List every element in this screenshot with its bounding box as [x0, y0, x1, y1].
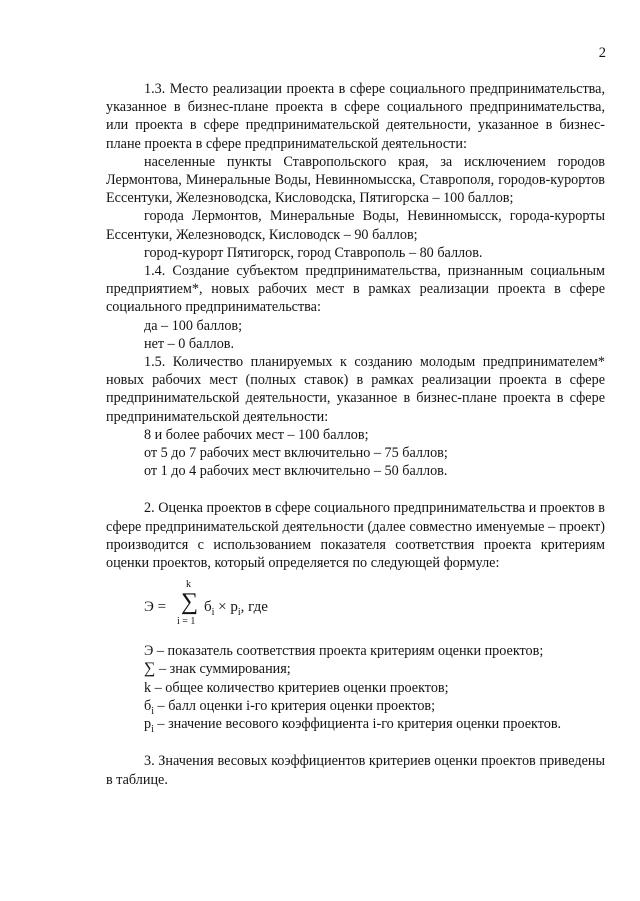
- formula-upper-limit: k: [186, 579, 191, 591]
- spacer: [106, 733, 605, 752]
- formula-rhs: [204, 598, 268, 619]
- formula-b: б: [204, 599, 212, 616]
- section-2-text: 2. Оценка проектов в сфере социального предпринимательства и проектов в сфере предпринимательской деятельности (далее совместно именуемые – проект) производится с использованием показателя соответствия проекта критериям оценки проектов, который определяется по следующей формуле:: [106, 500, 605, 572]
- sigma-symbol: ∑: [181, 589, 199, 616]
- legend-b-symbol: б: [144, 697, 152, 714]
- section-1-4-intro: 1.4. Создание субъектом предпринимательства, признанным социальным предприятием*, новых рабочих мест в рамках реализации проекта в сфере социального предпринимательства:: [106, 263, 605, 316]
- formula-b-sub: i: [211, 607, 215, 619]
- section-1-4-item-2: нет – 0 баллов.: [144, 335, 235, 352]
- section-1-3-item-1: населенные пункты Ставропольского края, за исключением городов Лермонтова, Минеральные Воды, Невинномысска, Ставрополя, городов-курортов Ессентуки, Железноводска, Кисловодска, Пятигорска – 100 баллов;: [106, 153, 605, 207]
- legend-p-sub: i: [151, 723, 154, 735]
- section-1-3-item-3: город-курорт Пятигорск, город Ставрополь – 80 баллов.: [144, 244, 483, 261]
- section-1-5-item-3: от 1 до 4 рабочих мест включительно – 50 баллов.: [144, 463, 448, 480]
- formula-lhs: Э =: [144, 599, 167, 616]
- legend-k: k – общее количество критериев оценки проектов;: [144, 679, 449, 696]
- section-1-5-item-2: от 5 до 7 рабочих мест включительно – 75 баллов;: [144, 445, 448, 462]
- legend-p-text: – значение весового коэффициента i-го критерия оценки проектов.: [153, 716, 562, 733]
- legend-sigma-symbol: ∑: [144, 660, 156, 678]
- legend-p: [106, 715, 605, 733]
- formula-p: p: [230, 599, 238, 616]
- section-3-text: 3. Значения весовых коэффициентов критериев оценки проектов приведены в таблице.: [106, 753, 605, 788]
- section-1-3-intro: 1.3. Место реализации проекта в сфере социального предпринимательства, указанное в бизнес-плане проекта в сфере социального предпринимательства, или проекта в сфере предпринимательской деятельности, указанное в бизнес-плане проекта в сфере предпринимательской деятельности:: [106, 81, 605, 152]
- formula-times: ×: [218, 599, 227, 616]
- legend-p-symbol: p: [144, 716, 152, 733]
- formula: [144, 580, 605, 636]
- legend-e: Э – показатель соответствия проекта критериям оценки проектов;: [144, 643, 544, 660]
- section-1-5-intro: 1.5. Количество планируемых к созданию молодым предпринимателем* новых рабочих мест (полных ставок) в рамках реализации проекта в сфере предпринимательской деятельности, указанное в бизнес-плане проекта в сфере предпринимательской деятельности:: [106, 354, 605, 425]
- legend-sigma-text: – знак суммирования;: [155, 661, 291, 678]
- spacer: [106, 480, 605, 499]
- section-1-3-item-2: города Лермонтов, Минеральные Воды, Невинномысск, города-курорты Ессентуки, Железноводск, Кисловодск – 90 баллов;: [106, 208, 605, 243]
- section-1-4-item-1: да – 100 баллов;: [144, 317, 243, 334]
- formula-tail: , где: [240, 599, 268, 616]
- legend-b-sub: i: [151, 705, 154, 717]
- section-1-5-item-1: 8 и более рабочих мест – 100 баллов;: [144, 426, 369, 443]
- legend-sigma: [106, 660, 605, 678]
- page-number: 2: [598, 45, 606, 61]
- document-body: [106, 80, 605, 789]
- legend-b-text: – балл оценки i-го критерия оценки проектов;: [154, 697, 436, 714]
- formula-p-sub: i: [237, 607, 241, 619]
- legend-b: [106, 697, 605, 715]
- formula-lower-limit: i = 1: [177, 616, 196, 628]
